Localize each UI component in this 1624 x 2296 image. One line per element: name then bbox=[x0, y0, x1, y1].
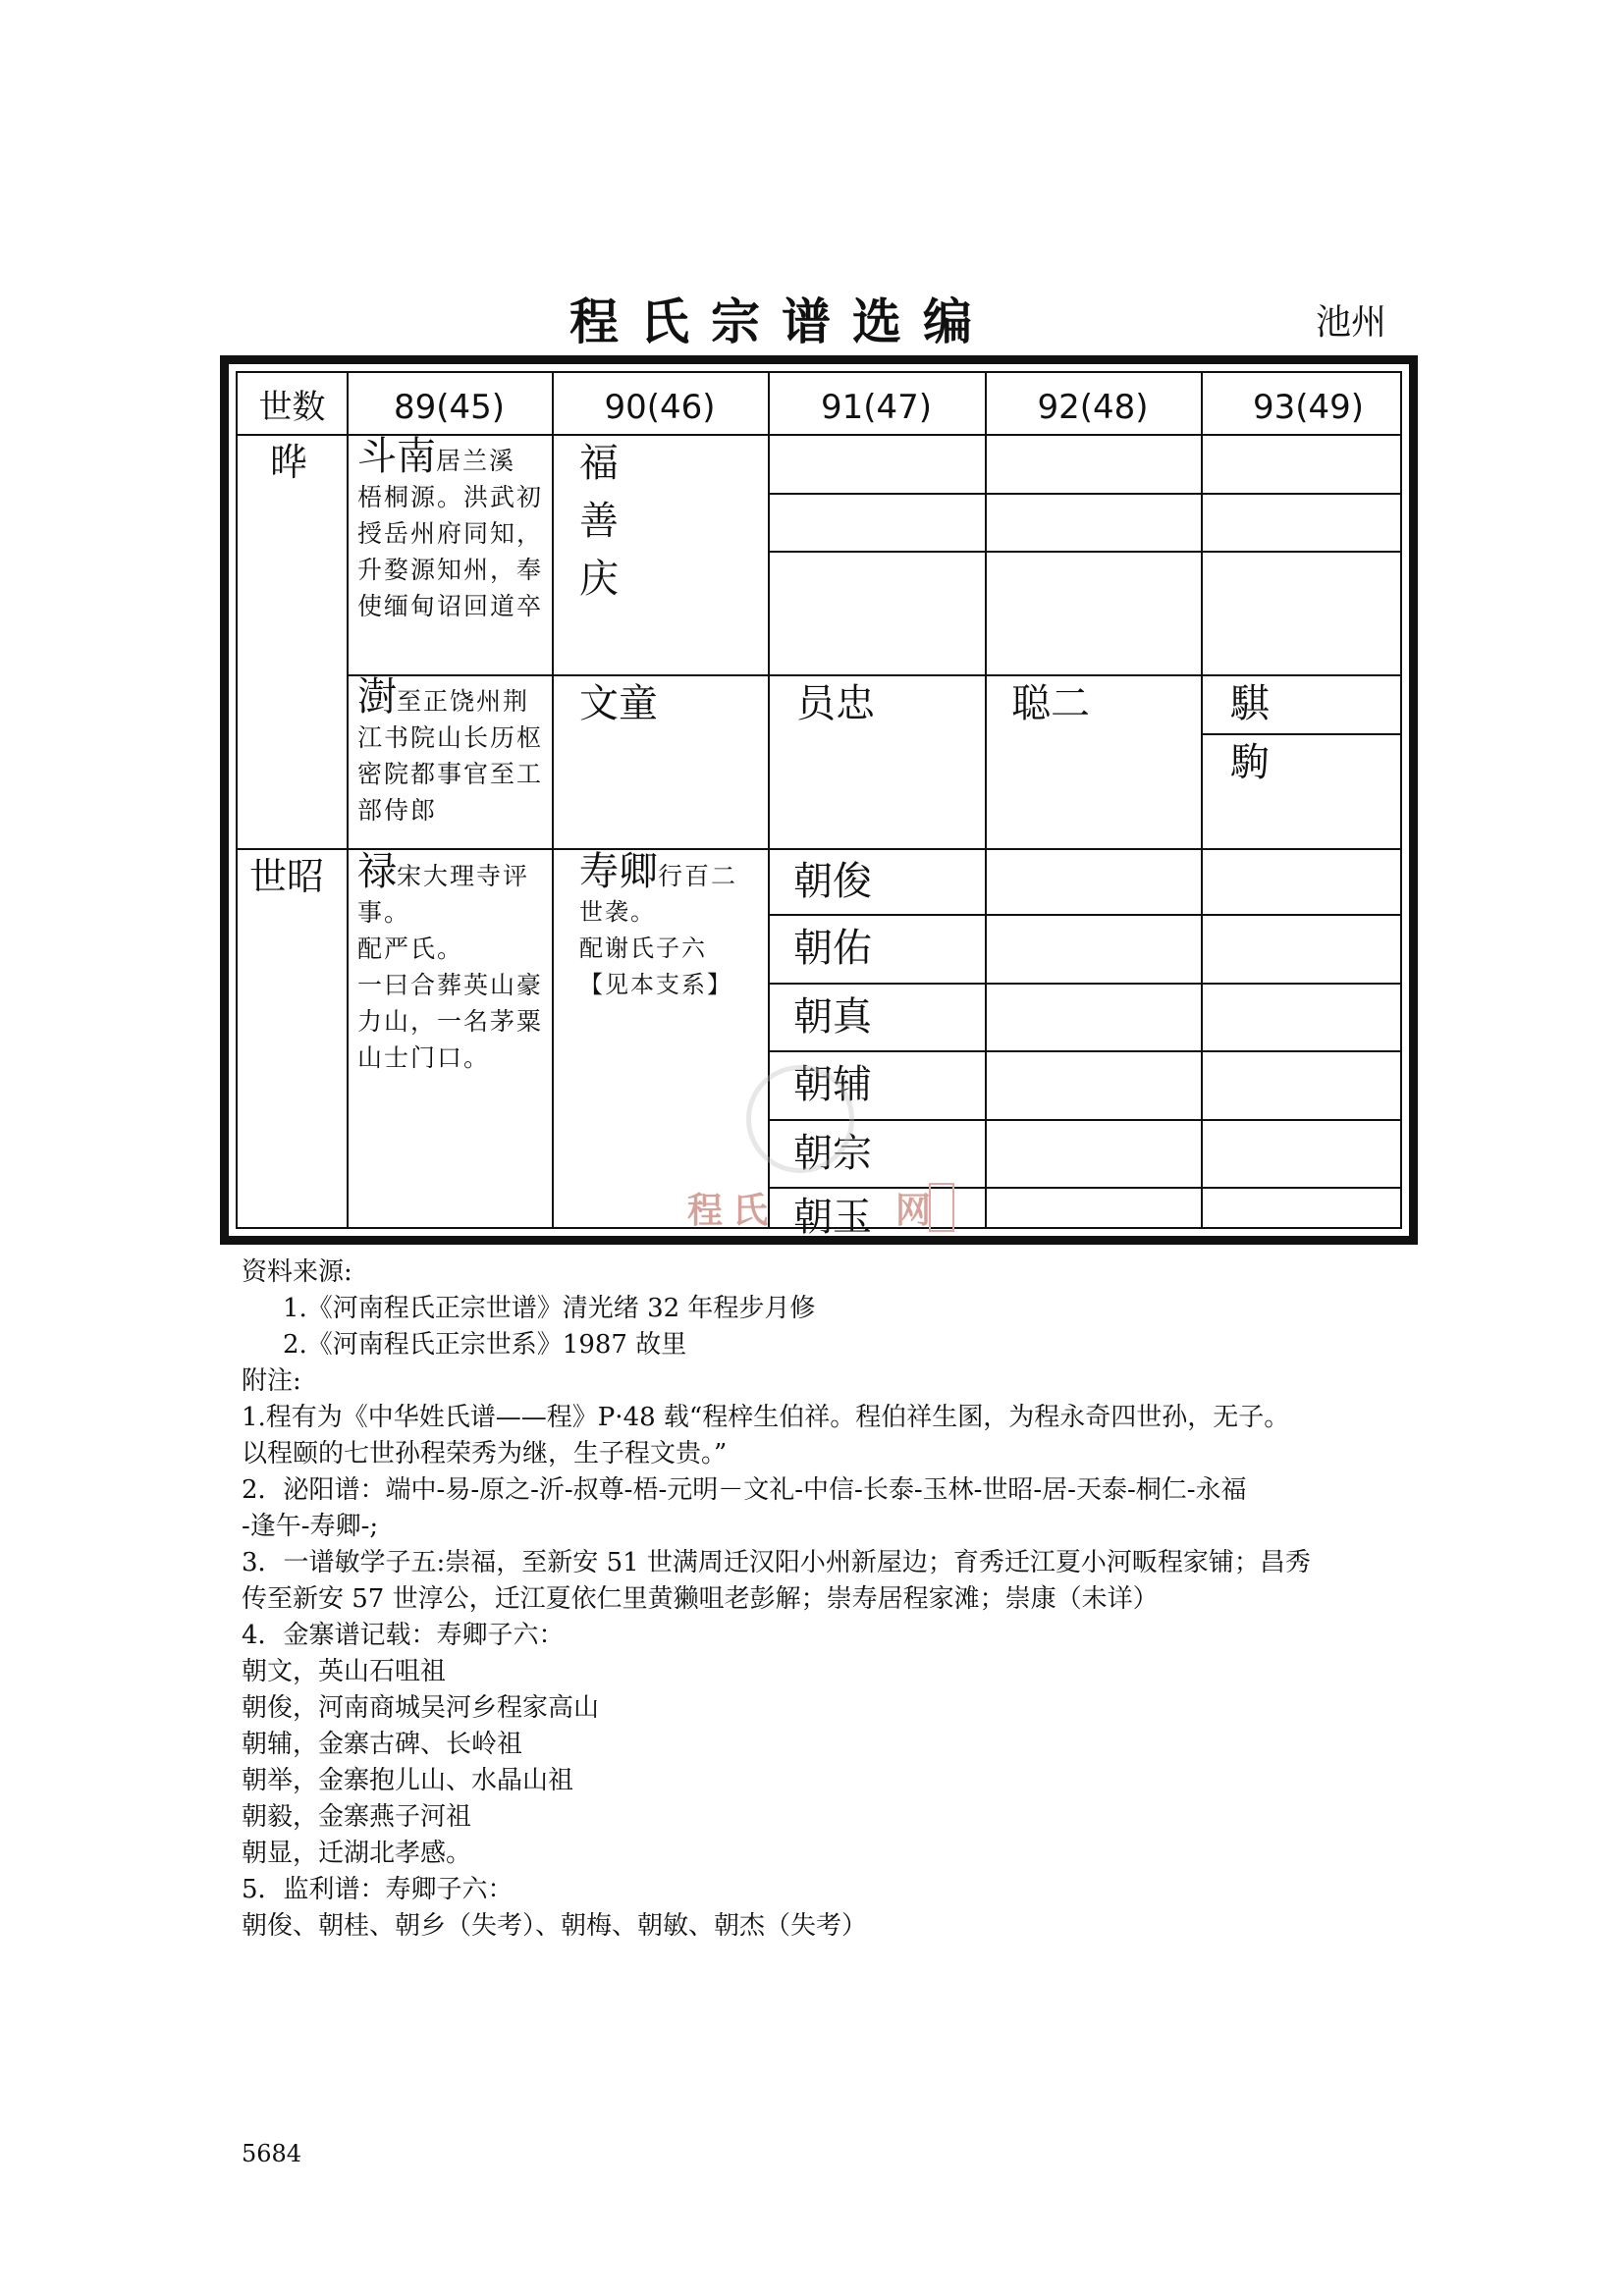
person-chaoyu: 朝玉 bbox=[793, 1195, 872, 1240]
row-divider-chaoyou bbox=[768, 983, 1400, 985]
row-label-shizhao: 世昭 bbox=[249, 855, 325, 898]
person-wentong: 文童 bbox=[579, 681, 658, 726]
row-divider-shan bbox=[768, 551, 1400, 553]
person-conger: 聪二 bbox=[1011, 681, 1090, 726]
person-note: 至正饶州荆 bbox=[397, 687, 530, 716]
note-line: 朝毅，金寨燕子河祖 bbox=[242, 1802, 472, 1832]
person-ju: 駒 bbox=[1230, 740, 1270, 785]
person-chaojun: 朝俊 bbox=[793, 859, 872, 904]
header-gen-90: 90(46) bbox=[604, 388, 716, 427]
header-gen-92: 92(48) bbox=[1037, 388, 1149, 427]
row-divider-chaofu bbox=[768, 1119, 1400, 1121]
person-shu bbox=[357, 674, 544, 828]
appendix-label: 附注: bbox=[242, 1366, 301, 1396]
region-label: 池州 bbox=[1316, 302, 1387, 343]
person-note-rest: 江书院山长历枢密院都事官至工部侍郎 bbox=[357, 723, 544, 825]
page-number: 5684 bbox=[242, 2140, 302, 2167]
row-divider-qi bbox=[1201, 733, 1400, 735]
note-line: 朝举，金寨抱儿山、水晶山祖 bbox=[242, 1766, 574, 1795]
header-generation: 世数 bbox=[258, 388, 326, 427]
note-line: 5．监利谱：寿卿子六： bbox=[242, 1875, 514, 1904]
person-note-rest: 梧桐源。洪武初授岳州府同知，升婺源知州，奉使缅甸诏回道卒 bbox=[357, 483, 544, 620]
notes-section bbox=[242, 1255, 1420, 1945]
person-lu bbox=[357, 849, 544, 1076]
header-gen-93: 93(49) bbox=[1252, 388, 1365, 427]
source-item: 2.《河南程氏正宗世系》1987 故里 bbox=[283, 1330, 687, 1360]
note-line: 2．泌阳谱：端中-易-原之-沂-叔尊-梧-元明－文礼-中信-长泰-玉林-世昭-居-天泰-桐仁-永福 bbox=[242, 1475, 1247, 1505]
row-divider-chaozhen bbox=[768, 1050, 1400, 1052]
note-line: -逢午-寿卿-; bbox=[242, 1512, 379, 1541]
person-note: 宋大理寺评 bbox=[397, 862, 530, 890]
header-gen-91: 91(47) bbox=[820, 388, 933, 427]
person-burial: 一曰合葬英山豪力山，一名茅粟山士门口。 bbox=[357, 971, 544, 1072]
note-line: 朝显，迁湖北孝感。 bbox=[242, 1839, 472, 1868]
col-divider-2 bbox=[552, 373, 554, 1227]
row-divider-dounan bbox=[347, 674, 1400, 676]
person-chaozhen: 朝真 bbox=[793, 994, 872, 1040]
note-line: 朝俊、朝桂、朝乡（失考）、朝梅、朝敏、朝杰（失考） bbox=[242, 1911, 868, 1941]
col-divider-1 bbox=[347, 373, 349, 1227]
watermark-text-2: 网 bbox=[895, 1190, 942, 1231]
person-name: 寿卿 bbox=[579, 849, 658, 894]
col-divider-5 bbox=[1201, 373, 1203, 1227]
note-line: 1.程有为《中华姓氏谱——程》P·48 载“程梓生伯祥。程伯祥生圂，为程永奇四世孙，无子。 bbox=[242, 1403, 1290, 1432]
person-qing: 庆 bbox=[579, 557, 619, 602]
watermark-seal-icon bbox=[746, 1065, 854, 1173]
row-divider-fu bbox=[768, 493, 1400, 495]
note-line: 4．金寨谱记载：寿卿子六： bbox=[242, 1621, 565, 1650]
person-shan: 善 bbox=[579, 499, 619, 544]
watermark-text bbox=[687, 1183, 941, 1233]
header-gen-89: 89(45) bbox=[393, 388, 506, 427]
note-line: 朝文，英山石咀祖 bbox=[242, 1657, 447, 1686]
note-line: 3．一谱敏学子五:崇福，至新安 51 世满周迁汉阳小州新屋边；育秀迁江夏小河畈程家铺；昌秀 bbox=[242, 1548, 1311, 1577]
row-divider-ye bbox=[238, 848, 1400, 850]
person-note-rest: 世袭。 bbox=[579, 898, 656, 926]
person-chaoyou: 朝佑 bbox=[793, 926, 872, 971]
person-shouqing bbox=[579, 849, 762, 1003]
person-note: 行百二 bbox=[658, 862, 738, 890]
note-line: 朝俊，河南商城吴河乡程家高山 bbox=[242, 1693, 600, 1723]
person-fu: 福 bbox=[579, 441, 619, 486]
note-line: 朝辅，金寨古碑、长岭祖 bbox=[242, 1730, 523, 1759]
person-spouse: 配谢氏子六 bbox=[579, 934, 707, 962]
row-divider-chaojun bbox=[768, 914, 1400, 916]
note-line: 传至新安 57 世淳公，迁江夏依仁里黄獭咀老彭解；崇寿居程家滩；崇康（未详） bbox=[242, 1584, 1159, 1614]
source-label: 资料来源: bbox=[242, 1257, 352, 1287]
person-name: 斗南 bbox=[357, 434, 436, 479]
person-dounan bbox=[357, 434, 544, 624]
note-line: 以程颐的七世孙程荣秀为继，生子程文贵。” bbox=[242, 1439, 728, 1468]
watermark-text-1: 程氏 bbox=[687, 1190, 779, 1231]
person-chaozong: 朝宗 bbox=[793, 1131, 872, 1176]
person-note-rest: 事。 bbox=[357, 898, 411, 927]
person-chaofu: 朝辅 bbox=[793, 1062, 872, 1107]
person-yuanzhong: 员忠 bbox=[796, 681, 875, 726]
page-title: 程氏宗谱选编 bbox=[569, 294, 994, 350]
person-name: 澍 bbox=[357, 674, 397, 720]
watermark-stamp-icon bbox=[929, 1183, 954, 1232]
person-spouse: 配严氏。 bbox=[357, 934, 464, 963]
person-note: 居兰溪 bbox=[436, 447, 516, 475]
person-name: 禄 bbox=[357, 849, 397, 894]
person-qi: 騏 bbox=[1230, 681, 1270, 726]
row-label-ye: 晔 bbox=[270, 441, 308, 484]
col-divider-4 bbox=[985, 373, 987, 1227]
person-ref: 【见本支系】 bbox=[579, 971, 732, 998]
source-item: 1.《河南程氏正宗世谱》清光绪 32 年程步月修 bbox=[283, 1294, 816, 1323]
